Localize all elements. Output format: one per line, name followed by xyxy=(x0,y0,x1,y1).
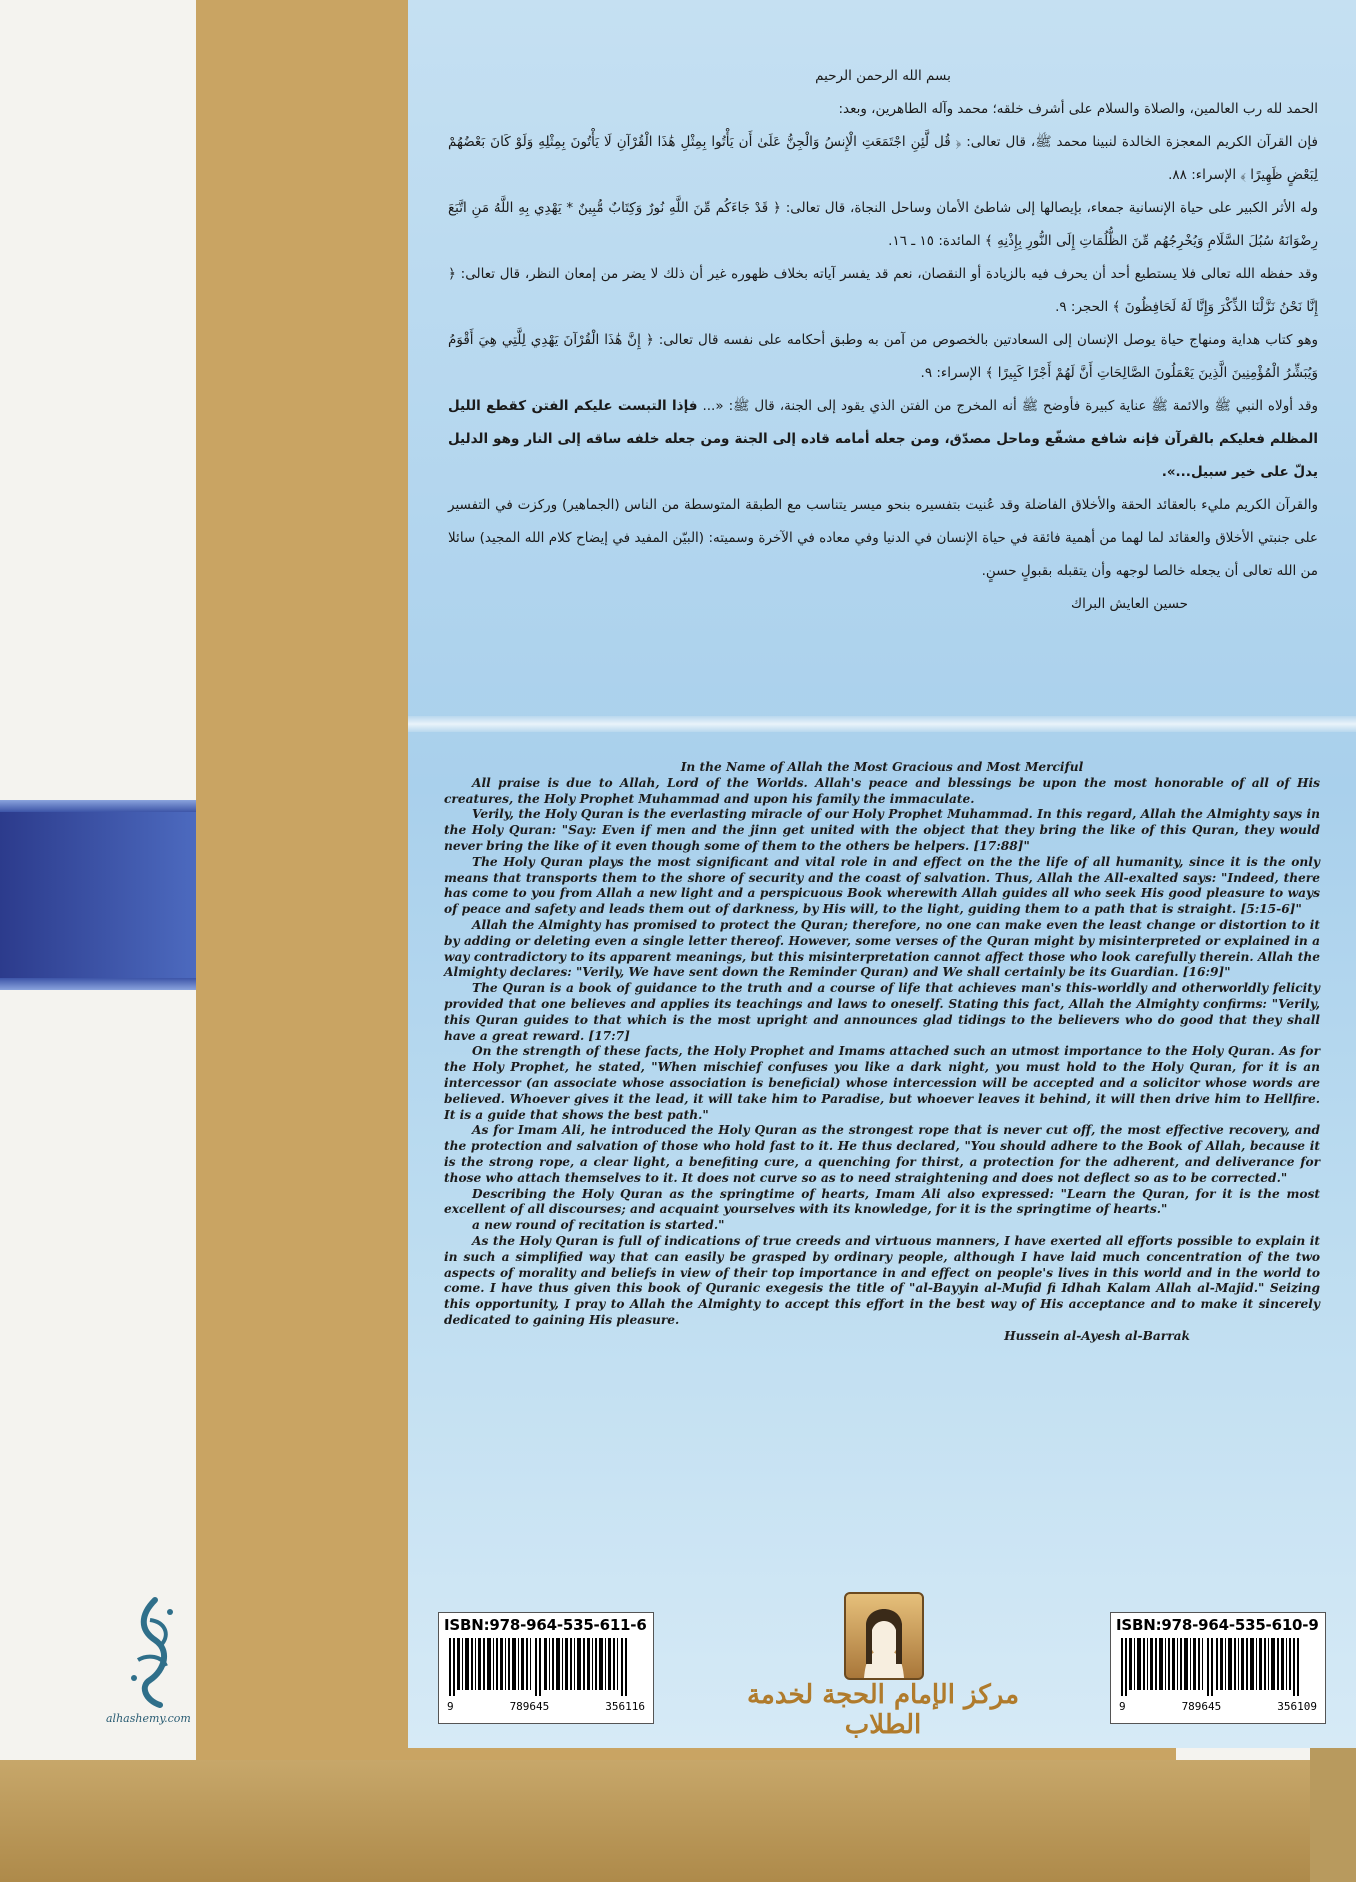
barcode-digits-right: 356116 xyxy=(605,1700,645,1713)
barcode-bars xyxy=(447,1638,645,1696)
isbn-label: ISBN:978-964-535-610-9 xyxy=(1116,1616,1319,1634)
barcode-digits-right: 356109 xyxy=(1277,1700,1317,1713)
english-title: In the Name of Allah the Most Gracious and Most Merciful xyxy=(680,760,1084,774)
english-paragraph: The Quran is a book of guidance to the truth and a course of life that achieves man's this-worldly and otherworldly felicity provided that one believes and applies its teachings and laws to oneself. Stating this fact, Allah the Almighty confirms: "Verily, this Quran guides to that which is the most upright and announces glad tidings to the believers who do good that they shall have a great reward. [17:7] xyxy=(444,981,1320,1043)
barcode-digits xyxy=(1111,1700,1325,1713)
barcode-digit-first: 9 xyxy=(447,1700,454,1713)
english-signature: Hussein al-Ayesh al-Barrak xyxy=(1004,1328,1190,1343)
english-paragraph: As for Imam Ali, he introduced the Holy Quran as the strongest rope that is never cut off, the most effective recovery, and the protection and salvation of those who hold fast to it. He thus declared, "You should adhere to the Book of Allah, because it is the strong rope, a clear light, a benefiting cure, a quenching for thirst, a protection for the adherent, and deliverance for those who attach themselves to it. It does not curve so as to need straightening and does not deflect so as to be corrected." xyxy=(444,1123,1320,1185)
english-paragraph: Allah the Almighty has promised to protect the Quran; therefore, no one can make even the least change or distortion to it by adding or deleting even a single letter thereof. However, some verses of the Quran might by misinterpreted or explained in a way contradictory to its apparent meanings, but this misinterpretation cannot affect those who look carefully therein. Allah the Almighty declares: "Verily, We have sent down the Reminder Quran) and We shall certainly be its Guardian. [16:9]" xyxy=(444,917,1320,980)
arabic-paragraph: الحمد لله رب العالمين، والصلاة والسلام على أشرف خلقه؛ محمد وآله الطاهرين، وبعد: xyxy=(838,101,1318,117)
arabic-paragraph: والقرآن الكريم مليء بالعقائد الحقة والأخلاق الفاضلة وقد عُنيت بتفسيره بنحو ميسر يتناسب مع الطبقة المتوسطة من الناس (الجماهير) وركزت في التفسير على جنبتي الأخلاق والعقائد لما لهما من أهمية فائقة في حياة الإنسان في الدنيا وفي معاده في الآخرة وسميته: (البيّن المفيد في إيضاح كلام الله المجيد) سائلا من الله تعالى أن يجعله خالصا لوجهه وأن يتقبله بقبولٍ حسنٍ. xyxy=(448,497,1318,579)
english-paragraph: Describing the Holy Quran as the springtime of hearts, Imam Ali also expressed: "Learn the Quran, for it is the most excellent of all discourses; and acquaint yourselves with its knowledge, for it is the springtime of hearts." xyxy=(444,1186,1320,1217)
english-introduction xyxy=(444,760,1320,1344)
publisher-url: alhashemy.com xyxy=(106,1712,191,1725)
arabic-paragraph-hadith xyxy=(448,390,1318,489)
english-paragraph: Verily, the Holy Quran is the everlasting miracle of our Holy Prophet Muhammad. In this regard, Allah the Almighty says in the Holy Quran: "Say: Even if men and the jinn get united with the object that they bring the like of this Quran, they would never bring the like of it even though some of them to the others be helpers. [17:88]" xyxy=(444,807,1320,853)
barcode-right xyxy=(1110,1612,1326,1724)
arabic-hadith-intro: وقد أولاه النبي ﷺ والائمة ﷺ عناية كبيرة فأوضح ﷺ أنه المخرج من الفتن الذي يقود إلى الجنة، قال ﷺ: «... xyxy=(697,398,1318,414)
arabic-hadith-quote: فإذا التبست عليكم الفتن كقطع الليل المظلم فعليكم بالقرآن فإنه شافع مشفّع وماحل مصدّق، ومن جعله أمامه قاده إلى الجنة ومن جعله خلفه ساقه إلى النار وهو الدليل يدلّ على خير سبيل...». xyxy=(448,398,1318,480)
center-logo-text: مركز الإمام الحجة لخدمة الطلاب xyxy=(746,1680,1020,1740)
arabic-basmala: بسم الله الرحمن الرحيم xyxy=(815,68,951,84)
english-paragraph: The Holy Quran plays the most significant and vital role in and effect on the the life of all humanity, since it is the only means that transports them to the shore of security and the coast of salvation. Thus, Allah the All-exalted says: "Indeed, there has come to you from Allah a new light and a perspicuous Book wherewith Allah guides all who seek His good pleasure to ways of peace and safety and leads them out of darkness, by His will, to the light, guiding them to a path that is straight. [5:15-6]" xyxy=(444,854,1320,917)
english-paragraph: On the strength of these facts, the Holy Prophet and Imams attached such an utmost importance to the Holy Quran. As for the Holy Prophet, he stated, "When mischief confuses you like a dark night, you must hold to the Holy Quran, for it is an intercessor (an associate whose association is beneficial) whose intercession will be accepted and a solicitor whose words are believed. Whoever gives it the lead, it will take him to Paradise, but whoever leaves it behind, it will then drive him to Hellfire. It is a guide that shows the best path." xyxy=(444,1044,1320,1122)
barcode-left xyxy=(438,1612,654,1724)
english-paragraph: All praise is due to Allah, Lord of the Worlds. Allah's peace and blessings be upon the most honorable of all of His creatures, the Holy Prophet Muhammad and upon his family the immaculate. xyxy=(444,775,1320,806)
left-blue-band xyxy=(0,800,200,990)
silhouette-icon xyxy=(846,1594,922,1678)
silhouette-emblem-icon xyxy=(844,1592,924,1680)
arabic-paragraph: وله الأثر الكبير على حياة الإنسانية جمعاء، بإيصالها إلى شاطئ الأمان وساحل النجاة، قال تعالى: ﴿ قَدْ جَاءَكُم مِّنَ اللَّهِ نُورٌ وَكِتَابٌ مُّبِينٌ * يَهْدِي بِهِ اللَّهُ مَنِ اتَّبَعَ رِضْوَانَهُ سُبُلَ السَّلَامِ وَيُخْرِجُهُم مِّنَ الظُّلُمَاتِ إِلَى النُّورِ بِإِذْنِهِ ﴾ المائدة: ١٥ ـ ١٦. xyxy=(448,200,1318,249)
arabic-introduction xyxy=(448,60,1318,621)
barcode-digit-first: 9 xyxy=(1119,1700,1126,1713)
section-divider xyxy=(408,716,1356,732)
arabic-paragraph: وقد حفظه الله تعالى فلا يستطيع أحد أن يحرف فيه بالزيادة أو النقصان، نعم قد يفسر آياته بخلاف ظهوره غير أن ذلك لا يضر من إمعان النظر، قال تعالى: ﴿ إِنَّا نَحْنُ نَزَّلْنَا الذِّكْرَ وَإِنَّا لَهُ لَحَافِظُونَ ﴾ الحجر: ٩. xyxy=(448,266,1318,315)
bottom-gold-band xyxy=(0,1760,1310,1882)
arabic-paragraph: فإن القرآن الكريم المعجزة الخالدة لنبينا محمد ﷺ، قال تعالى: ﴿ قُل لَّئِنِ اجْتَمَعَتِ الْإِنسُ وَالْجِنُّ عَلَىٰ أَن يَأْتُوا بِمِثْلِ هَٰذَا الْقُرْآنِ لَا يَأْتُونَ بِمِثْلِهِ وَلَوْ كَانَ بَعْضُهُمْ لِبَعْضٍ ظَهِيرًا ﴾ الإسراء: ٨٨. xyxy=(448,134,1318,183)
publisher-calligraphy-logo-icon xyxy=(110,1590,200,1720)
barcode-digits-left: 789645 xyxy=(509,1700,550,1713)
arabic-paragraph: وهو كتاب هداية ومنهاج حياة يوصل الإنسان إلى السعادتين بالخصوص من آمن به وطبق أحكامه على نفسه قال تعالى: ﴿ إِنَّ هَٰذَا الْقُرْآنَ يَهْدِي لِلَّتِي هِيَ أَقْوَمُ وَيُبَشِّرُ الْمُؤْمِنِينَ الَّذِينَ يَعْمَلُونَ الصَّالِحَاتِ أَنَّ لَهُمْ أَجْرًا كَبِيرًا ﴾ الإسراء: ٩. xyxy=(448,332,1318,381)
barcode-digits-left: 789645 xyxy=(1181,1700,1222,1713)
gold-frame xyxy=(196,0,1320,1760)
text-panel xyxy=(408,0,1356,1748)
barcode-digits xyxy=(439,1700,653,1713)
english-paragraph: a new round of recitation is started." xyxy=(472,1218,725,1233)
barcode-bars xyxy=(1119,1638,1317,1696)
isbn-label: ISBN:978-964-535-611-6 xyxy=(444,1616,647,1634)
english-paragraph: As the Holy Quran is full of indications of true creeds and virtuous manners, I have exerted all efforts possible to explain it in such a simplified way that can easily be grasped by ordinary people, although I have laid much concentration of the two aspects of morality and beliefs in view of their top importance in and effect on people's lives in this world and in the world to come. I have thus given this book of Quranic exegesis the title of "al-Bayyin al-Mufid fi Idhah Kalam Allah al-Majid." Seizing this opportunity, I pray to Allah the Almighty to accept this effort in the best way of His acceptance and to make it sincerely dedicated to gaining His pleasure. xyxy=(444,1233,1320,1327)
arabic-signature: حسين العايش البراك xyxy=(1070,596,1188,612)
